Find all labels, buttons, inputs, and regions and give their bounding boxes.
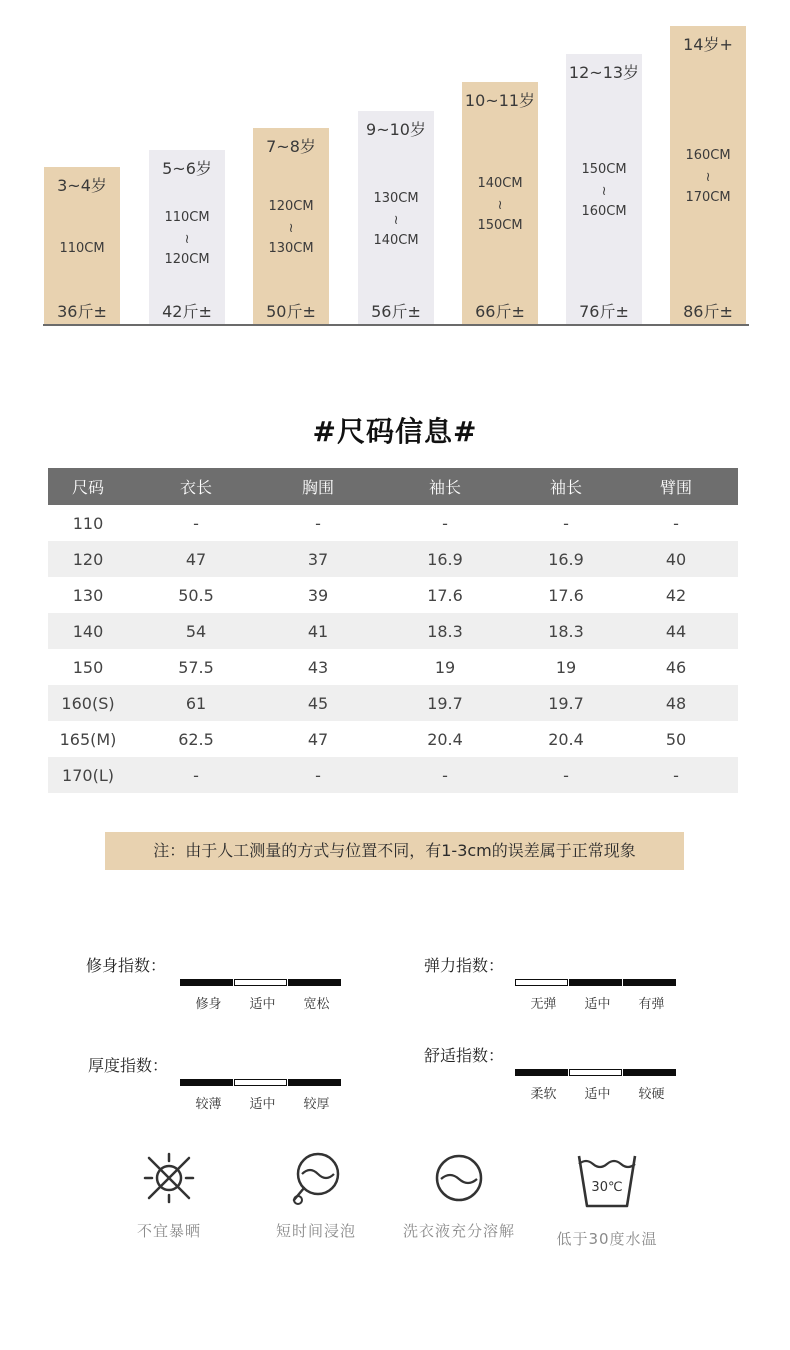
- height-range-symbol: ≀: [705, 170, 711, 185]
- table-cell: 44: [665, 621, 687, 641]
- height-from-label: 150CM: [581, 162, 627, 177]
- table-cell: 19.7: [427, 693, 463, 713]
- table-cell: 170(L): [62, 765, 114, 785]
- table-cell: 120: [72, 549, 104, 569]
- table-cell: 40: [665, 549, 687, 569]
- table-cell: 41: [307, 621, 329, 641]
- care-label: 低于30度水温: [556, 1230, 658, 1248]
- table-cell: 18.3: [548, 621, 584, 641]
- index-option-label: 无弹: [530, 997, 557, 1012]
- measurement-note: 注：由于人工测量的方式与位置不同，有1-3cm的误差属于正常现象: [105, 832, 684, 870]
- index-scale-segment: [623, 979, 676, 986]
- index-scale-segment: [180, 1079, 233, 1086]
- table-cell: 20.4: [427, 729, 463, 749]
- table-header-cell: 衣长: [179, 478, 212, 497]
- weight-label: 56斤±: [371, 302, 421, 321]
- age-column: [462, 82, 538, 324]
- index-scale-segment: [515, 1069, 568, 1076]
- table-cell: 16.9: [548, 549, 584, 569]
- table-cell: 46: [665, 657, 687, 677]
- age-label: 3~4岁: [57, 176, 107, 195]
- table-cell: 140: [72, 621, 104, 641]
- table-cell: -: [315, 765, 321, 785]
- table-cell: 165(M): [59, 729, 117, 749]
- table-cell: 130: [72, 585, 104, 605]
- age-column: [670, 26, 746, 324]
- age-label: 10~11岁: [464, 91, 536, 110]
- index-option-label: 较硬: [638, 1087, 665, 1102]
- height-from-label: 140CM: [477, 176, 523, 191]
- table-cell: 48: [665, 693, 687, 713]
- height-from-label: 130CM: [373, 190, 419, 206]
- index-option-label: 修身: [195, 997, 222, 1012]
- wash-temperature-label: 30℃: [591, 1180, 623, 1195]
- age-column: [44, 167, 120, 324]
- table-cell: 45: [307, 693, 329, 713]
- table-cell: -: [193, 513, 199, 533]
- index-scale-selected-segment: [234, 979, 287, 986]
- table-cell: 57.5: [178, 657, 214, 677]
- table-cell: 16.9: [427, 549, 463, 569]
- no-sun-exposure-icon: [141, 1150, 197, 1206]
- table-cell: 18.3: [427, 621, 463, 641]
- height-range-symbol: ≀: [393, 212, 399, 228]
- weight-label: 66斤±: [475, 302, 525, 321]
- table-row: [48, 757, 738, 793]
- index-option-label: 宽松: [303, 997, 330, 1012]
- table-cell: -: [563, 765, 569, 785]
- age-height-chart: [0, 0, 790, 340]
- care-label: 短时间浸泡: [275, 1222, 356, 1240]
- table-cell: 20.4: [548, 729, 584, 749]
- table-cell: 17.6: [548, 585, 584, 605]
- height-from-label: 110CM: [59, 240, 105, 256]
- care-label: 洗衣液充分溶解: [402, 1222, 515, 1240]
- table-cell: 19.7: [548, 693, 584, 713]
- index-scale-segment: [180, 979, 233, 986]
- table-cell: 42: [665, 585, 687, 605]
- table-header-cell: 臂围: [659, 478, 692, 497]
- index-option-label: 适中: [584, 1087, 611, 1102]
- weight-label: 42斤±: [162, 302, 212, 321]
- weight-label: 76斤±: [579, 302, 629, 321]
- table-header-cell: 尺码: [71, 478, 104, 497]
- index-scale: [180, 979, 341, 986]
- height-range-symbol: ≀: [497, 198, 503, 213]
- height-to-label: 150CM: [477, 218, 523, 233]
- age-label: 5~6岁: [162, 159, 212, 178]
- care-item-wash-30c: [532, 1150, 682, 1249]
- height-to-label: 130CM: [268, 241, 314, 256]
- index-scale-segment: [288, 1079, 341, 1086]
- table-cell: -: [442, 765, 448, 785]
- age-column: [358, 111, 434, 324]
- care-label: 不宜暴晒: [136, 1222, 201, 1240]
- table-cell: 61: [185, 693, 207, 713]
- index-scale-segment: [569, 979, 622, 986]
- index-title: 厚度指数：: [88, 1056, 169, 1075]
- index-scale: [515, 1069, 676, 1076]
- chart-baseline: [43, 324, 749, 326]
- table-cell: 19: [434, 657, 456, 677]
- table-cell: -: [442, 513, 448, 533]
- index-title: 舒适指数：: [424, 1046, 505, 1065]
- table-cell: -: [673, 765, 679, 785]
- care-item-short-soak: [241, 1150, 391, 1241]
- detergent-dissolve-icon: [431, 1150, 487, 1206]
- table-cell: -: [563, 513, 569, 533]
- age-label: 7~8岁: [266, 137, 316, 156]
- height-from-label: 160CM: [685, 148, 731, 163]
- index-option-label: 柔软: [530, 1087, 557, 1102]
- index-option-label: 适中: [249, 997, 276, 1012]
- table-row: [48, 685, 738, 721]
- index-scale: [515, 979, 676, 986]
- table-cell: 160(S): [61, 693, 115, 713]
- index-scale-selected-segment: [515, 979, 568, 986]
- height-range-symbol: ≀: [601, 184, 607, 199]
- age-column: [566, 54, 642, 324]
- table-cell: 43: [307, 657, 329, 677]
- height-range-symbol: ≀: [184, 232, 190, 247]
- table-cell: 62.5: [178, 729, 214, 749]
- height-to-label: 140CM: [373, 232, 419, 248]
- height-to-label: 120CM: [164, 252, 210, 267]
- table-cell: 47: [185, 549, 207, 569]
- table-cell: 37: [307, 549, 329, 569]
- index-scale-segment: [623, 1069, 676, 1076]
- table-cell: 17.6: [427, 585, 463, 605]
- index-option-label: 较厚: [303, 1097, 330, 1112]
- table-header-cell: 袖长: [428, 478, 461, 497]
- index-option-label: 有弹: [638, 997, 665, 1012]
- table-row: [48, 649, 738, 685]
- table-row: [48, 541, 738, 577]
- index-scale: [180, 1079, 341, 1086]
- table-cell: 47: [307, 729, 329, 749]
- table-cell: 54: [185, 621, 207, 641]
- index-title: 修身指数：: [86, 956, 167, 975]
- age-label: 9~10岁: [366, 120, 426, 139]
- size-table: [48, 468, 738, 793]
- index-option-label: 适中: [584, 997, 611, 1012]
- table-header-cell: 袖长: [549, 478, 582, 497]
- table-row: [48, 577, 738, 613]
- table-row: [48, 721, 738, 757]
- table-cell: -: [315, 513, 321, 533]
- table-cell: 39: [307, 585, 329, 605]
- care-item-detergent: [384, 1150, 534, 1241]
- age-column: [149, 150, 225, 324]
- weight-label: 50斤±: [266, 302, 316, 321]
- index-option-label: 适中: [249, 1097, 276, 1112]
- age-label: 12~13岁: [568, 63, 640, 82]
- index-option-label: 较薄: [195, 1097, 222, 1112]
- height-from-label: 110CM: [164, 210, 210, 225]
- height-to-label: 160CM: [581, 204, 627, 219]
- age-label: 14岁+: [683, 35, 733, 54]
- table-cell: 50.5: [178, 585, 214, 605]
- wash-30c-icon: [573, 1150, 641, 1214]
- weight-label: 36斤±: [57, 302, 107, 321]
- height-from-label: 120CM: [268, 199, 314, 214]
- height-to-label: 170CM: [685, 190, 731, 205]
- table-header-cell: 胸围: [301, 478, 334, 497]
- table-cell: 19: [555, 657, 577, 677]
- table-cell: 50: [665, 729, 687, 749]
- size-table-title: #尺码信息#: [312, 415, 478, 448]
- table-cell: 150: [72, 657, 104, 677]
- table-cell: -: [193, 765, 199, 785]
- age-column: [253, 128, 329, 324]
- table-row: [48, 505, 738, 541]
- table-cell: -: [673, 513, 679, 533]
- index-title: 弹力指数：: [424, 956, 505, 975]
- table-cell: 110: [72, 513, 104, 533]
- height-range-symbol: ≀: [288, 221, 294, 236]
- weight-label: 86斤±: [683, 302, 733, 321]
- index-scale-selected-segment: [234, 1079, 287, 1086]
- index-scale-selected-segment: [569, 1069, 622, 1076]
- care-item-no-sun: [94, 1150, 244, 1241]
- table-row: [48, 613, 738, 649]
- index-scale-segment: [288, 979, 341, 986]
- short-soak-icon: [288, 1150, 344, 1206]
- table-header-row: [48, 468, 738, 505]
